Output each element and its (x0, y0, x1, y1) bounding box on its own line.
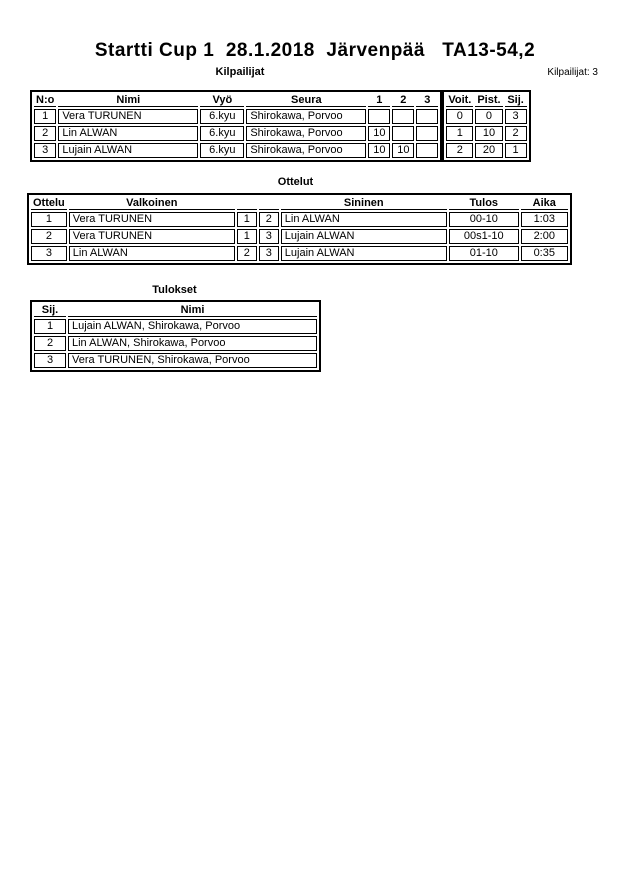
cell-seura: Shirokawa, Porvoo (246, 109, 366, 124)
cell-vyo: 6.kyu (200, 109, 244, 124)
cell-voit: 0 (446, 109, 473, 124)
competitors-count: Kilpailijat: 3 (547, 67, 598, 78)
cell-white-no: 1 (237, 229, 257, 244)
table-row (446, 109, 526, 124)
col-header-nimi: Nimi (68, 304, 317, 317)
col-header-nimi: Nimi (58, 94, 198, 107)
cell-sij: 3 (505, 109, 527, 124)
table-row (34, 336, 317, 351)
col-header-tulos: Tulos (449, 197, 519, 210)
col-header-pist: Pist. (477, 94, 501, 106)
kilpailijat-table-group (30, 90, 531, 162)
tulokset-table-group (30, 300, 321, 372)
cell-nimi: Lujain ALWAN (58, 143, 198, 158)
cell-pist: 0 (475, 109, 502, 124)
cell-valkoinen: Vera TURUNEN (69, 212, 235, 227)
cell-blue-no: 3 (259, 229, 279, 244)
ottelut-table-group (27, 193, 572, 265)
cell-tulos: 01-10 (449, 246, 519, 261)
cell-no: 2 (34, 126, 56, 141)
cell-nimi: Lin ALWAN (58, 126, 198, 141)
cell-round2: 10 (392, 143, 414, 158)
tulokset-table (30, 300, 321, 372)
cell-pist: 10 (475, 126, 502, 141)
cell-tulos: 00s1-10 (449, 229, 519, 244)
col-header-no: N:o (36, 94, 55, 106)
table-row (446, 126, 526, 141)
col-header-round2: 2 (392, 94, 414, 107)
col-header-sij: Sij. (505, 94, 527, 107)
cell-pist: 20 (475, 143, 502, 158)
cell-nimi: Vera TURUNEN (58, 109, 198, 124)
table-header-row (34, 304, 317, 317)
table-row (31, 246, 568, 261)
kilpailijat-table-main (30, 90, 442, 162)
page-title: Startti Cup 1 28.1.2018 Järvenpää TA13-54,2 (94, 40, 536, 61)
cell-round3 (416, 126, 438, 141)
cell-sij: 3 (34, 353, 66, 368)
col-header-aika: Aika (521, 197, 568, 210)
cell-match-no: 3 (31, 246, 67, 261)
table-row (34, 319, 317, 334)
table-row (446, 143, 526, 158)
cell-white-no: 1 (237, 212, 257, 227)
cell-round3 (416, 143, 438, 158)
cell-sininen: Lin ALWAN (281, 212, 447, 227)
cell-valkoinen: Lin ALWAN (69, 246, 235, 261)
kilpailijat-table-totals (442, 90, 530, 162)
cell-sij: 2 (34, 336, 66, 351)
table-header-row (34, 94, 438, 107)
cell-voit: 2 (446, 143, 473, 158)
cell-seura: Shirokawa, Porvoo (246, 126, 366, 141)
cell-vyo: 6.kyu (200, 143, 244, 158)
table-row (34, 126, 438, 141)
cell-match-no: 2 (31, 229, 67, 244)
cell-match-no: 1 (31, 212, 67, 227)
section-title-kilpailijat: Kilpailijat (215, 66, 265, 78)
col-header-round3: 3 (416, 94, 438, 107)
cell-nimi: Lujain ALWAN, Shirokawa, Porvoo (68, 319, 317, 334)
cell-vyo: 6.kyu (200, 126, 244, 141)
cell-round1 (368, 109, 390, 124)
cell-valkoinen: Vera TURUNEN (69, 229, 235, 244)
cell-tulos: 00-10 (449, 212, 519, 227)
cell-aika: 0:35 (521, 246, 568, 261)
col-header-vyo: Vyö (200, 94, 244, 107)
cell-blue-no: 2 (259, 212, 279, 227)
cell-aika: 2:00 (521, 229, 568, 244)
cell-sininen: Lujain ALWAN (281, 246, 447, 261)
cell-no: 3 (34, 143, 56, 158)
table-row (34, 353, 317, 368)
cell-round2 (392, 109, 414, 124)
col-header-sij: Sij. (34, 304, 66, 317)
cell-white-no: 2 (237, 246, 257, 261)
cell-nimi: Vera TURUNEN, Shirokawa, Porvoo (68, 353, 317, 368)
cell-sij: 1 (505, 143, 527, 158)
col-header-sininen: Sininen (281, 197, 447, 210)
cell-voit: 1 (446, 126, 473, 141)
cell-round1: 10 (368, 143, 390, 158)
cell-round3 (416, 109, 438, 124)
table-header-row (31, 197, 568, 210)
cell-no: 1 (34, 109, 56, 124)
cell-aika: 1:03 (521, 212, 568, 227)
col-header-valkoinen: Valkoinen (69, 197, 235, 210)
cell-sij: 2 (505, 126, 527, 141)
cell-sininen: Lujain ALWAN (281, 229, 447, 244)
table-header-row (446, 94, 526, 107)
col-header-voit: Voit. (448, 94, 472, 106)
cell-blue-no: 3 (259, 246, 279, 261)
col-header-round1: 1 (368, 94, 390, 107)
ottelut-table (27, 193, 572, 265)
table-row (34, 143, 438, 158)
cell-round2 (392, 126, 414, 141)
col-header-white-no (237, 197, 257, 210)
col-header-ottelu: Ottelu (33, 197, 65, 209)
cell-round1: 10 (368, 126, 390, 141)
col-header-blue-no (259, 197, 279, 210)
cell-nimi: Lin ALWAN, Shirokawa, Porvoo (68, 336, 317, 351)
table-row (31, 212, 568, 227)
table-row (34, 109, 438, 124)
cell-sij: 1 (34, 319, 66, 334)
section-title-tulokset: Tulokset (152, 284, 197, 296)
col-header-seura: Seura (246, 94, 366, 107)
table-row (31, 229, 568, 244)
cell-seura: Shirokawa, Porvoo (246, 143, 366, 158)
section-title-ottelut: Ottelut (277, 176, 314, 188)
